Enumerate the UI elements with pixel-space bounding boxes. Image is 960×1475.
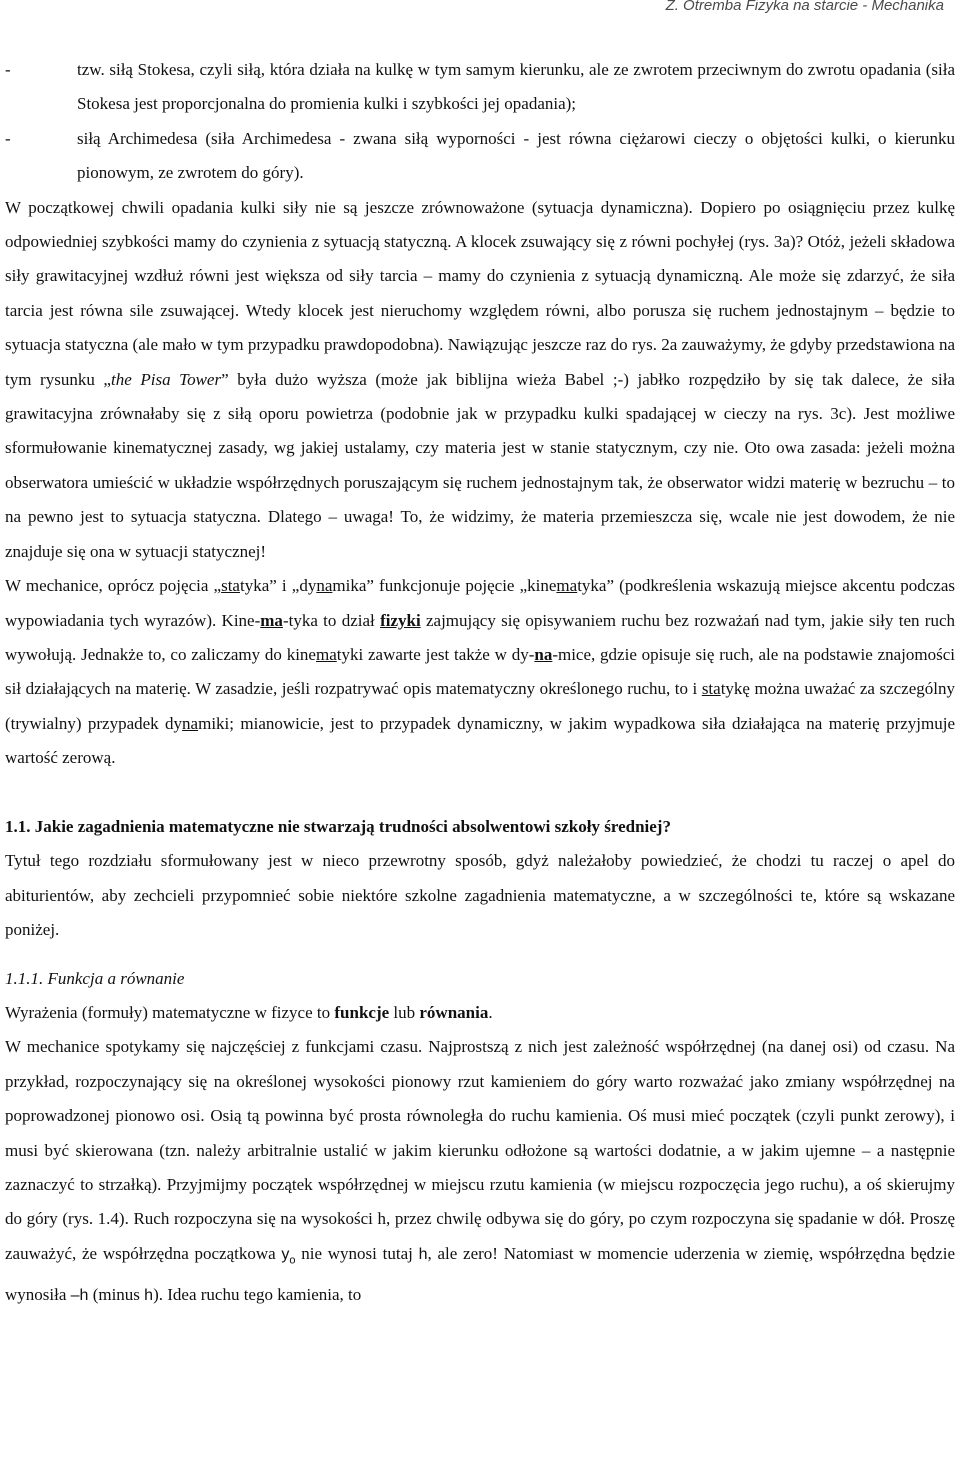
subsection-heading: 1.1.1. Funkcja a równanie <box>5 968 185 988</box>
stress-underline: na <box>182 713 199 733</box>
paragraph-intro: Tytuł tego rozdziału sformułowany jest w nieco przewrotny sposób, gdyż należałoby powiedzieć, że chodzi tu raczej o apel do abiturientów, aby zechcieli przypomnieć sobie niektóre szkolne zagadnienia matematyczne, a w szczególności te, które są wskazane poniżej. <box>5 851 955 940</box>
list-item <box>5 122 955 191</box>
stress-underline: na <box>534 644 553 664</box>
stress-underline: ma <box>315 644 337 664</box>
stress-underline: sta <box>701 679 721 699</box>
bold-term: funkcje <box>334 1002 390 1022</box>
paragraph-time-functions: W mechanice spotykamy się najczęściej z funkcjami czasu. Najprostszą z nich jest zależność współrzędnej (na danej osi) od czasu. Na przykład, rozpoczynający się na określonej wysokości pionowy rzut kamieniem do góry warto rozważać jako zmiany współrzędnej na poprowadzonej pionowo osi. Osią tą powinna być prosta równoległa do ruchu kamienia. Oś musi mieć początek (czyli punkt zerowy), i musi być skierowana (tzn. należy arbitralnie ustalić w jakim kierunku odłożone są wartości dodatnie, a w jakim ujemne – a następnie zaznaczyć to strzałką). Przyjmijmy początek współrzędnej w miejscu rzutu kamienia (w miejscu rozpoczęcia jego ruchu), a oś skierujmy do góry (rys. 1.4). Ruch rozpoczyna się na wysokości h, przez chwilę odbywa się do góry, po czym rozpoczyna się spadanie w dół. Proszę zauważyć, że współrzędna początkowa $y_o$ nie wynosi tutaj h, ale zero! Natomiast w momencie uderzenia w ziemię, współrzędna będzie wynosiła –h (minus h). Idea ruchu tego kamienia, to <box>5 1037 955 1304</box>
symbol-minus-h: –h <box>70 1286 89 1304</box>
list-dash: - <box>5 60 11 79</box>
list-item-text: siłą Archimedesa (siła Archimedesa - zwana siłą wyporności - jest równa ciężarowi cieczy o objętości kulki, o kierunku pionowym, ze zwrotem do góry). <box>77 128 955 183</box>
symbol-subscript: o <box>289 1254 296 1267</box>
paragraph-static-dynamic: W początkowej chwili opadania kulki siły nie są jeszcze zrównoważone (sytuacja dynamiczna). Dopiero po osiągnięciu przez kulkę odpowiedniej szybkości mamy do czynienia z sytuacją statyczną. A klocek zsuwający się z równi pochyłej (rys. 3a)? Otóż, jeżeli składowa siły grawitacyjnej wzdłuż równi jest większa od siły tarcia – mamy do czynienia z sytuacją dynamiczną. Ale może się zdarzyć, że siła tarcia jest równa sile zsuwającej. Wtedy klocek jest nieruchomy względem równi, albo porusza się ruchem jednostajnym – będzie to sytuacja statyczna (ale mało w tym przypadku prawdopodobna). Nawiązując jeszcze raz do rys. 2a zauważymy, że gdyby przedstawiona na tym rysunku „the Pisa Tower” była dużo wyższa (może jak biblijna wieża Babel ;-) jabłko rozpędziło by się tak dalece, że siła grawitacyjna zrównałaby się z siłą oporu powietrza (podobnie jak w przypadku kulki spadającej w cieczy na rys. 3c). Jest możliwe sformułowanie kinematycznej zasady, wg jakiej ustalamy, czy materia jest w stanie statycznym, czy nie. Oto owa zasada: jeżeli można obserwatora umieścić w układzie współrzędnych poruszającym się ruchem jednostajnym tak, że obserwator widzi materię w bezruchu – to na pewno jest to sytuacja statyczna. Dlatego – uwaga! To, że widzimy, że materia przemieszcza się, wcale nie jest dowodem, że nie znajduje się ona w sytuacji statycznej! <box>5 197 955 561</box>
running-header: Z. Otremba Fizyka na starcie - Mechanika <box>665 0 944 14</box>
blank-line <box>5 948 955 962</box>
document-body <box>5 53 955 1313</box>
paragraph-functions-equations: Wyrażenia (formuły) matematyczne w fizyce to funkcje lub równania. <box>5 1002 493 1022</box>
section-heading: 1.1. Jakie zagadnienia matematyczne nie stwarzają trudności absolwentowi szkoły średniej? <box>5 816 671 836</box>
stress-underline: sta <box>221 576 240 596</box>
stress-underline: ma <box>556 576 578 596</box>
stress-underline: na <box>316 576 333 596</box>
symbol-h: h <box>418 1245 428 1263</box>
list-item-text: tzw. siłą Stokesa, czyli siłą, która działa na kulkę w tym samym kierunku, ale ze zwrotem przeciwnym do zwrotu opadania (siła Stokesa jest proporcjonalna do promienia kulki i szybkości jej opadania); <box>77 60 955 114</box>
symbol-y: y <box>281 1245 290 1263</box>
paragraph-kinematics: W mechanice, oprócz pojęcia „statyka” i „dynamika” funkcjonuje pojęcie „kinematyka” (podkreślenia wskazują miejsce akcentu podczas wypowiadania tych wyrazów). Kine-ma-tyka to dział fizyki zajmujący się opisywaniem ruchu bez rozważań nad tym, jakie siły ten ruch wywołują. Jednakże to, co zaliczamy do kinematyki zawarte jest także w dy-na-mice, gdzie opisuje się ruch, ale na podstawie znajomości sił działających na materię. W zasadzie, jeśli rozpatrywać opis matematyczny określonego ruchu, to i statykę można uważać za szczególny (trywialny) przypadek dynamiki; mianowicie, jest to przypadek dynamiczny, w jakim wypadkowa siła działająca na materię przyjmuje wartość zerową. <box>5 576 956 768</box>
symbol-h: h <box>144 1286 154 1304</box>
pisa-tower-italic: the Pisa Tower <box>110 369 222 389</box>
list-dash: - <box>5 128 11 148</box>
bold-term: równania <box>419 1002 489 1022</box>
blank-line <box>5 776 955 810</box>
list-item <box>5 53 955 122</box>
stress-underline: ma <box>260 610 283 630</box>
stress-underline: fizyki <box>380 610 421 630</box>
